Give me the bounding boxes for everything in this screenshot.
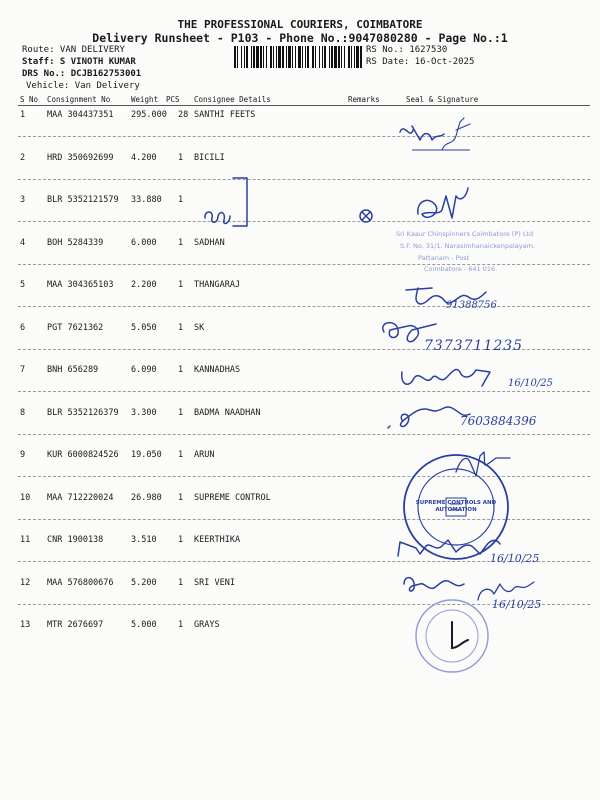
- company-stamp-line2: S.F. No. 31/1, Narasimhanaickenpalayam,: [400, 242, 535, 250]
- barcode-bar: [351, 46, 352, 68]
- signature-row11: [398, 540, 500, 556]
- row-sno: 12: [20, 577, 31, 588]
- row-consignee: SUPREME CONTROL: [194, 492, 271, 503]
- barcode-bar: [338, 46, 340, 68]
- row-weight: 5.050: [131, 322, 157, 333]
- row-pcs: 1: [178, 280, 184, 290]
- row-weight: 295.000: [131, 110, 167, 120]
- row-sno: 1: [20, 110, 26, 120]
- barcode-bar: [260, 46, 262, 68]
- row-weight: 4.200: [131, 152, 157, 163]
- row-weight: 33.880: [131, 195, 162, 205]
- row-consignment-no: MTR 2676697: [47, 620, 104, 630]
- row-separator: [18, 136, 590, 137]
- barcode-bar: [319, 46, 320, 68]
- row-consignee: KANNADHAS: [194, 365, 241, 375]
- barcode-bar: [348, 46, 350, 68]
- row-consignment-no: CNR 1900138: [47, 535, 104, 545]
- barcode-bar: [329, 46, 330, 68]
- row-consignment-no: MAA 576800676: [47, 577, 114, 588]
- row-consignee: BICILI: [194, 152, 225, 163]
- row-consignment-no: PGT 7621362: [47, 322, 104, 333]
- row-sno: 5: [20, 280, 26, 290]
- row-sno: 6: [20, 322, 26, 333]
- barcode-bar: [312, 46, 314, 68]
- row-consignment-no: HRD 350692699: [47, 152, 114, 163]
- row-pcs: 28: [178, 110, 189, 120]
- company-stamp-line1: Sri Kaaur Chinspinners Coimbatore (P) Ltd: [396, 230, 534, 238]
- row-weight: 5.000: [131, 620, 157, 630]
- row-sno: 4: [20, 237, 26, 248]
- runsheet-subtitle: Delivery Runsheet - P103 - Phone No.:9047080280 - Page No.:1: [92, 31, 508, 45]
- rs-date: RS Date: 16-Oct-2025: [366, 57, 475, 67]
- row-consignee: SK: [194, 322, 205, 333]
- barcode-bar: [288, 46, 291, 68]
- signature-row3: [418, 188, 468, 218]
- barcode-bar: [256, 46, 259, 68]
- barcode-bar: [360, 46, 362, 68]
- round-stamp-text: SUPREME CONTROLS AND AUTOMATION: [415, 500, 497, 514]
- row-pcs: 1: [178, 492, 184, 503]
- barcode-bar: [282, 46, 284, 68]
- barcode-bar: [334, 46, 337, 68]
- row-sno: 2: [20, 152, 26, 163]
- row-weight: 6.090: [131, 365, 157, 375]
- barcode-bar: [298, 46, 301, 68]
- staff-label: Staff: S VINOTH KUMAR: [22, 57, 136, 67]
- signature-row13: [452, 622, 468, 648]
- rs-number: RS No.: 1627530: [366, 45, 448, 55]
- row-consignment-no: BOH 5284339: [47, 237, 104, 248]
- signature-row1: [400, 126, 444, 140]
- row-sno: 7: [20, 365, 26, 375]
- row-consignee: GRAYS: [194, 620, 220, 630]
- barcode-bar: [251, 46, 252, 68]
- col-header-pcs: PCS: [166, 95, 180, 104]
- barcode-bar: [322, 46, 323, 68]
- barcode-bar: [234, 46, 236, 68]
- row-consignment-no: MAA 304365103: [47, 280, 114, 290]
- row-sno: 9: [20, 450, 26, 460]
- row-separator: [18, 306, 590, 307]
- row-pcs: 1: [178, 152, 184, 163]
- col-header-consignee: Consignee Details: [194, 95, 271, 104]
- cross-mark-row3: [362, 212, 370, 220]
- barcode-bar: [253, 46, 255, 68]
- row-pcs: 1: [178, 535, 184, 545]
- row-pcs: 1: [178, 620, 184, 630]
- row-consignment-no: BLR 5352121579: [47, 195, 119, 205]
- row-consignment-no: KUR 6000824526: [47, 450, 119, 460]
- barcode-bar: [356, 46, 359, 68]
- handwritten-date-row12: 16/10/25: [492, 598, 542, 611]
- row-pcs: 1: [178, 407, 184, 418]
- signature-row1-date: [442, 118, 470, 150]
- barcode-bar: [354, 46, 355, 68]
- row-separator: [18, 476, 590, 477]
- drs-number: DRS No.: DCJB162753001: [22, 69, 142, 79]
- col-header-remarks: Remarks: [348, 95, 380, 104]
- barcode-bar: [344, 46, 345, 68]
- row-weight: 6.000: [131, 237, 157, 248]
- row-consignee: KEERTHIKA: [194, 535, 241, 545]
- row-separator: [18, 179, 590, 180]
- barcode-bar: [331, 46, 333, 68]
- barcode-bar: [341, 46, 342, 68]
- barcode-bar: [315, 46, 316, 68]
- row-pcs: 1: [178, 322, 184, 333]
- faded-round-stamp-inner: [426, 610, 478, 662]
- barcode-bar: [266, 46, 267, 68]
- barcode-image: [234, 46, 362, 68]
- row-weight: 19.050: [131, 450, 162, 460]
- row-sno: 10: [20, 492, 31, 503]
- row-pcs: 1: [178, 450, 184, 460]
- row-separator: [18, 391, 590, 392]
- vehicle-label: Vehicle: Van Delivery: [26, 81, 140, 91]
- handwritten-date-row7: 16/10/25: [508, 378, 553, 389]
- barcode-bar: [241, 46, 242, 68]
- row-pcs: 1: [178, 195, 184, 205]
- company-stamp-line4: Coimbatore - 641 016.: [424, 265, 498, 273]
- row-separator: [18, 264, 590, 265]
- col-header-seal: Seal & Signature: [406, 95, 479, 104]
- barcode-bar: [276, 46, 277, 68]
- barcode-bar: [292, 46, 293, 68]
- signature-row9: [456, 452, 510, 476]
- row-consignee: ARUN: [194, 450, 215, 460]
- row-sno: 8: [20, 407, 26, 418]
- barcode-bar: [324, 46, 326, 68]
- col-header-consignment: Consignment No: [47, 95, 111, 104]
- barcode-bar: [302, 46, 303, 68]
- col-header-weight: Weight: [131, 95, 159, 104]
- barcode-bar: [244, 46, 245, 68]
- row-weight: 2.200: [131, 280, 157, 290]
- handwritten-phone-row8: 7603884396: [460, 414, 537, 428]
- row-consignee: SANTHI FEETS: [194, 110, 256, 120]
- row-weight: 3.510: [131, 535, 157, 545]
- barcode-bar: [305, 46, 306, 68]
- barcode-bar: [286, 46, 287, 68]
- barcode-bar: [273, 46, 274, 68]
- row-consignment-no: MAA 712220024: [47, 492, 114, 503]
- row-weight: 5.200: [131, 577, 157, 588]
- row-sno: 13: [20, 620, 31, 630]
- row-pcs: 1: [178, 365, 184, 375]
- row-consignee: THANGARAJ: [194, 280, 241, 290]
- row-consignment-no: BNH 656289: [47, 365, 99, 375]
- row-sno: 3: [20, 195, 26, 205]
- barcode-bar: [307, 46, 309, 68]
- barcode-bar: [278, 46, 281, 68]
- route-label: Route: VAN DELIVERY: [22, 45, 125, 55]
- row-separator: [18, 221, 590, 222]
- signature-row7: [402, 370, 490, 386]
- row-pcs: 1: [178, 237, 184, 248]
- row-weight: 26.980: [131, 492, 162, 503]
- handwritten-phone-row5: 91388756: [446, 300, 497, 311]
- barcode-bar: [246, 46, 248, 68]
- barcode-bar: [270, 46, 272, 68]
- header-divider: [18, 105, 590, 106]
- col-header-sno: S No: [20, 95, 39, 104]
- handwritten-date-row11: 16/10/25: [490, 552, 540, 565]
- row-pcs: 1: [178, 577, 184, 588]
- signature-row8: [388, 407, 470, 428]
- row-sno: 11: [20, 535, 31, 545]
- company-stamp-line3: Pattanam - Post: [418, 254, 470, 262]
- bracket-mark-row3: [233, 178, 247, 226]
- row-consignment-no: BLR 5352126379: [47, 407, 119, 418]
- row-consignment-no: MAA 304437351: [47, 110, 114, 120]
- row-consignee: BADMA NAADHAN: [194, 407, 261, 418]
- signature-row12: [404, 578, 464, 591]
- row-consignee: SRI VENI: [194, 577, 235, 588]
- company-title: THE PROFESSIONAL COURIERS, COIMBATORE: [177, 18, 423, 31]
- barcode-bar: [237, 46, 238, 68]
- barcode-bar: [295, 46, 296, 68]
- faded-round-stamp: [416, 600, 488, 672]
- row-separator: [18, 519, 590, 520]
- row-separator: [18, 434, 590, 435]
- barcode-bar: [263, 46, 264, 68]
- handwritten-phone-row6: 7373711235: [424, 338, 524, 354]
- row-weight: 3.300: [131, 407, 157, 418]
- row-consignee: SADHAN: [194, 237, 225, 248]
